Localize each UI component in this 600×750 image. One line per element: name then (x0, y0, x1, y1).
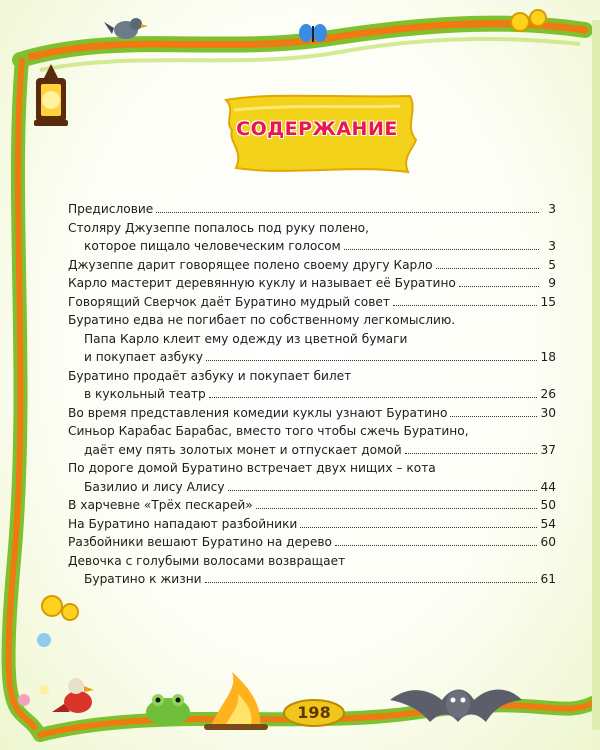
toc-line (68, 443, 556, 462)
toc-entry-title: в кукольный театр (84, 387, 206, 401)
toc-entry-title: Базилио и лису Алису (84, 479, 225, 494)
frog-icon (146, 694, 190, 726)
toc-entry-title: Разбойники вешают Буратино на дерево (68, 535, 332, 549)
toc-entry-title: По дороге домой Буратино встречает двух нищих – кота (68, 461, 436, 475)
toc-page-number: 26 (540, 387, 556, 401)
toc-page-number: 37 (540, 442, 556, 457)
toc-page-number: 44 (540, 479, 556, 494)
dot-leader (206, 360, 538, 361)
toc-line (68, 406, 556, 425)
toc-line (68, 424, 556, 443)
page-number: 198 (297, 703, 331, 722)
toc-line (68, 572, 556, 591)
dot-leader (344, 249, 539, 250)
toc-entry[interactable] (68, 461, 556, 498)
page-title: СОДЕРЖАНИЕ (236, 118, 398, 140)
toc-page-number: 3 (548, 239, 556, 253)
toc-entry-title: Девочка с голубыми волосами возвращает (68, 553, 346, 568)
toc-entry-title: Джузеппе дарит говорящее полено своему другу Карло (68, 257, 433, 272)
toc-line (68, 350, 556, 369)
lantern-icon (34, 64, 68, 126)
toc-entry-title: Говорящий Сверчок даёт Буратино мудрый совет (68, 294, 390, 309)
dot-leader (156, 212, 539, 213)
toc-entry-title: даёт ему пять золотых монет и отпускает домой (84, 442, 402, 457)
toc-line (68, 498, 556, 517)
dot-leader (209, 397, 538, 398)
flower-icon (18, 633, 51, 706)
toc-entry-title: Буратино к жизни (84, 572, 202, 586)
gold-coins-bottom-icon (42, 596, 78, 620)
toc-entry[interactable] (68, 535, 556, 554)
toc-entry[interactable] (68, 258, 556, 277)
dot-leader (335, 545, 538, 546)
toc-page-number: 54 (540, 516, 556, 531)
toc-line (68, 332, 556, 351)
toc-entry-title: Буратино продаёт азбуку и покупает билет (68, 368, 352, 383)
dot-leader (300, 527, 537, 528)
toc-entry-title: Папа Карло клеит ему одежду из цветной бумаги (84, 331, 408, 346)
toc-entry-title: Буратино едва не погибает по собственному легкомыслию. (68, 313, 456, 327)
campfire-icon (204, 672, 268, 730)
toc-entry[interactable] (68, 276, 556, 295)
toc-line (68, 517, 556, 536)
toc-line (68, 221, 556, 240)
toc-line (68, 295, 556, 314)
toc-line (68, 554, 556, 573)
toc-page-number: 18 (540, 350, 556, 364)
toc-page-number: 60 (540, 535, 556, 549)
toc-entry-title: Синьор Карабас Барабас, вместо того чтобы сжечь Буратино, (68, 424, 469, 438)
butterfly-icon (299, 24, 327, 42)
toc-entry-title: Предисловие (68, 202, 154, 216)
toc-entry-title: которое пищало человеческим голосом (84, 239, 341, 253)
toc-line (68, 535, 556, 554)
toc-line (68, 239, 556, 258)
toc-line (68, 258, 556, 277)
toc-entry[interactable] (68, 517, 556, 536)
toc-line (68, 480, 556, 499)
toc-page-number: 30 (540, 405, 556, 420)
dot-leader (393, 305, 537, 306)
toc-line (68, 202, 556, 221)
toc-page-number: 9 (548, 276, 556, 290)
toc-entry[interactable] (68, 202, 556, 221)
toc-entry[interactable] (68, 369, 556, 406)
dot-leader (256, 508, 538, 509)
toc-entry-title: и покупает азбуку (84, 350, 203, 364)
toc-line (68, 369, 556, 388)
toc-entry-title: Столяру Джузеппе попалось под руку полено, (68, 220, 370, 235)
toc-page-number: 61 (540, 572, 556, 586)
toc-line (68, 313, 556, 332)
toc-line (68, 276, 556, 295)
dot-leader (436, 268, 539, 269)
toc-line (68, 387, 556, 406)
toc-entry-title: Во время представления комедии куклы узнают Буратино (68, 405, 448, 420)
dot-leader (459, 286, 539, 287)
toc-entry[interactable] (68, 406, 556, 425)
toc-entry[interactable] (68, 313, 556, 369)
toc-line (68, 461, 556, 480)
toc-entry[interactable] (68, 221, 556, 258)
dot-leader (450, 416, 537, 417)
bird-icon (104, 18, 148, 39)
toc-page-number: 15 (540, 294, 556, 309)
toc-page-number: 5 (548, 257, 556, 272)
toc-entry-title: В харчевне «Трёх пескарей» (68, 498, 253, 512)
toc-page-number: 50 (540, 498, 556, 512)
toc-entry-title: Карло мастерит деревянную куклу и называет её Буратино (68, 276, 456, 290)
toc-entry[interactable] (68, 295, 556, 314)
dot-leader (405, 453, 538, 454)
toc-entry-title: На Буратино нападают разбойники (68, 516, 298, 531)
table-of-contents (68, 202, 556, 591)
toc-entry[interactable] (68, 498, 556, 517)
red-bird-icon (52, 678, 94, 713)
toc-entry[interactable] (68, 424, 556, 461)
toc-page-number: 3 (548, 202, 556, 216)
dot-leader (205, 582, 538, 583)
dot-leader (228, 490, 538, 491)
toc-entry[interactable] (68, 554, 556, 591)
left-vine (8, 60, 40, 735)
